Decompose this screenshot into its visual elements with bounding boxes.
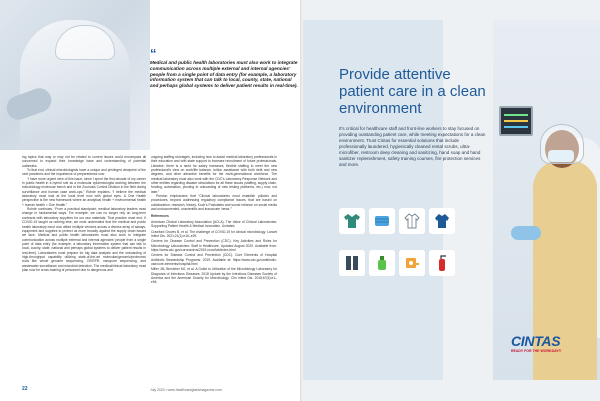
fire-extinguisher-icon xyxy=(429,250,455,276)
article-paragraph: To that end, clinical microbiologists have a unique and privileged viewpoint of the next pandemic and the importance of preparedness now. xyxy=(22,168,146,177)
article-paragraph: Preston emphasizes that “Clinical laboratories must establish policies and procedures, beyond addressing regulatory compliance issues, that are based on collaboration, research, history, Koch's Postulates and sound reliance on social media and undocumented, unscientific and inaccurate ‘news.’” xyxy=(151,194,277,212)
reference-item: Centers for Disease Control and Prevention (CDC). Core Elements of Hospital Antibiotic Stewardship Programs: 2019. Available at: https://www.cdc.gov/antibiotic-use/core-elements/hospital.html xyxy=(151,253,277,266)
brand-tagline: READY FOR THE WORKDAY® xyxy=(511,349,562,353)
reference-item: Centers for Disease Control and Prevention (CDC). Key Activities and Roles for Microbiology Laboratories: Staff in Healthcare. Updated August 2020. Available from: https://www.cdc.gov/coronavirus/2019-ncov/lab/index.html xyxy=(151,239,277,252)
ppe-worker-photo xyxy=(0,0,150,150)
article-paragraph: Rohde continues, “From a practical standpoint, medical laboratory leaders must change in fundamental ways. For example, we can no longer rely on long-term contracts with laboratory suppliers for our raw materials. That practice must end. If COVID-19 taught us nothing else, we must understand that the medical and public health laboratory must now utilize multiple vendors across a diverse array of assays, equipment and supplies to protect us more broadly against the supply chain issues we face. Medical and public health laboratories must also work to integrate communication across multiple external and internal agencies’ people from a single point of data entry (for example, a laboratory information system that can talk to local, county, state, national and perhaps global systems to deliver patient results in real-time). Laboratories must prepare for big data analysis and the onboarding of high-throughput capability utilizing state-of-the-art molecular/genomic/proteomic tools like whole genome sequencing, CRISPR, nanopore sequencing, and wastewater surveillance and microbial detection. The medical/clinical laboratory must plan now for cross-training of personnel due to dangerous and xyxy=(22,207,146,272)
patient-monitor-shape xyxy=(499,106,533,136)
advertisement-page xyxy=(303,0,600,401)
ad-headline: Provide attentive patient care in a clean environment xyxy=(339,66,486,117)
reference-item: American Clinical Laboratory Association (ACLA). The Value of Clinical Laboratories: Supporting Patient Health & Medical Innovation. Undated. xyxy=(151,219,277,229)
soap-dispenser-icon xyxy=(399,250,425,276)
microfiber-cloth-icon xyxy=(369,208,395,234)
hand-sanitizer-icon xyxy=(369,250,395,276)
healthcare-worker-photo xyxy=(493,20,600,380)
article-paragraph: ongoing staffing shortages, including how to assist medical laboratory professionals in their education and with state support to increase recruitment of future professionals. Likewise, there is a need for salary increases, flexible staffing to meet the new professional's view on work/life balance, tuition assistance with both debt and new degrees, and other attractive benefits for the multi-generational workforce. The medical laboratory must also work with the CDC's Laboratory Response Network and other entities regarding disaster simulations for all these issues (staffing, supply chain, funding, automation, pivoting to onboarding of new testing platforms, etc.) now, not later.” xyxy=(151,155,277,194)
brand-name: CINTAS xyxy=(511,333,561,349)
jacket-icon xyxy=(429,208,455,234)
article-column-1 xyxy=(22,155,146,272)
ad-body-copy: It's critical for healthcare staff and front-line workers to stay focused on providing outstanding patient care, while meeting expectations for a clean environment. Trust Cintas for essential solutions that include professionally laundered, hygienically cleaned rental scrubs, ultra-microfiber, restroom deep cleaning and sanitizing, hand soap and hand sanitizer replenishment, safety training courses, fire protection services and more. xyxy=(339,126,486,167)
restroom-icon xyxy=(339,250,365,276)
face-shield-shape xyxy=(540,124,584,164)
glove-shape xyxy=(511,226,541,240)
reference-item: Miller JM, Binnicker MJ, et al. A Guide to Utilization of the Microbiology Laboratory for Diagnosis of Infectious Diseases: 2018 Update by the Infectious Diseases Society of America and the American Society for Microbiology. Clin Infect Dis. 2018;67(6):e1–e94. xyxy=(151,267,277,285)
article-column-2 xyxy=(151,155,277,285)
article-paragraph: “I have more urgent view of this issue, since I spent the first decade of my career in public health in a hybrid role as a molecular epidemiologist working between the microbiology molecular bench and in the Zoonosis Control Division in the field during surveillance and human case work-ups,” Rohde explains. “I believe the medical laboratory must look at the local level now with global eyes. A One Health perspective is the new framework where an analytical health + environmental health + human health = One Health.” xyxy=(22,176,146,207)
page-number: 22 xyxy=(22,386,28,392)
reference-item: Crawford Groves B, et al. The challenge of COVID-19 for clinical microbiology. Lancet Infect Dis. 2021;21(1):e16–e29. xyxy=(151,229,277,238)
page-footer: July 2023 ▪ www.healthcareglabsmagazine.com xyxy=(150,388,222,392)
scrubs-icon xyxy=(339,208,365,234)
cintas-logo xyxy=(511,334,563,364)
lab-coat-icon xyxy=(399,208,425,234)
pull-quote-mark: “ xyxy=(150,46,157,61)
pull-quote: Medical and public health laboratories must also work to integrate communication across multiple external and internal agencies’ people from a single point of data entry (for example, a laboratory information system that can talk to local, county, state, national and perhaps global systems to deliver patient results in real-time). xyxy=(150,60,298,89)
article-paragraph: ing topics that may or may not be related to current issues could encompass all concerned to expand their knowledge base and understanding of potential outbreaks. xyxy=(22,155,146,168)
references-heading: References xyxy=(151,214,169,219)
